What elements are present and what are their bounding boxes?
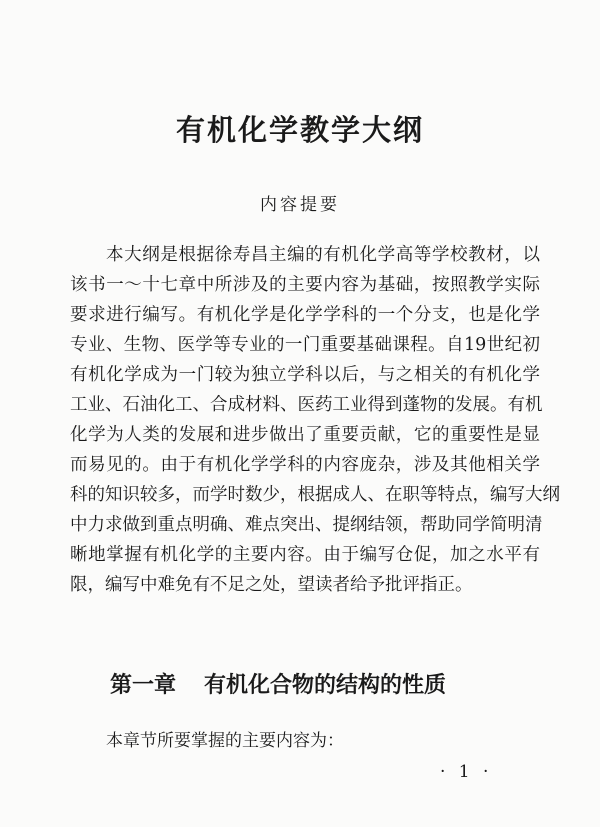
abstract-line: 本大纲是根据徐寿昌主编的有机化学高等学校教材，以 bbox=[106, 245, 540, 265]
abstract-line: 工业、石油化工、合成材料、医药工业得到蓬物的发展。有机 bbox=[70, 395, 543, 415]
chapter-title: 有机化合物的结构的性质 bbox=[204, 673, 447, 698]
abstract-line: 有机化学成为一门较为独立学科以后，与之相关的有机化学 bbox=[70, 365, 540, 385]
abstract-line: 要求进行编写。有机化学是化学学科的一个分支，也是化学 bbox=[70, 305, 540, 325]
section-subtitle: 内容提要 bbox=[260, 195, 340, 215]
abstract-line: 该书一～十七章中所涉及的主要内容为基础，按照教学实际 bbox=[70, 275, 540, 295]
abstract-line: 科的知识较多，而学时数少，根据成人、在职等特点，编写大纲 bbox=[70, 485, 560, 505]
abstract-line: 中力求做到重点明确、难点突出、提纲结领，帮助同学简明清 bbox=[70, 515, 543, 535]
abstract-line: 专业、生物、医学等专业的一门重要基础课程。自19世纪初 bbox=[70, 335, 540, 355]
chapter-intro: 本章节所要掌握的主要内容为： bbox=[106, 731, 344, 751]
abstract-paragraph bbox=[70, 240, 560, 600]
page-number: · 1 · bbox=[440, 762, 493, 782]
abstract-line: 晰地掌握有机化学的主要内容。由于编写仓促，加之水平有 bbox=[70, 545, 540, 565]
document-title: 有机化学教学大纲 bbox=[175, 113, 424, 147]
abstract-line: 限，编写中难免有不足之处，望读者给予批评指正。 bbox=[70, 575, 473, 595]
abstract-line: 而易见的。由于有机化学学科的内容庞杂，涉及其他相关学 bbox=[70, 455, 540, 475]
chapter-number: 第一章 bbox=[110, 673, 177, 698]
chapter-heading bbox=[110, 668, 446, 699]
abstract-line: 化学为人类的发展和进步做出了重要贡献，它的重要性是显 bbox=[70, 425, 540, 445]
